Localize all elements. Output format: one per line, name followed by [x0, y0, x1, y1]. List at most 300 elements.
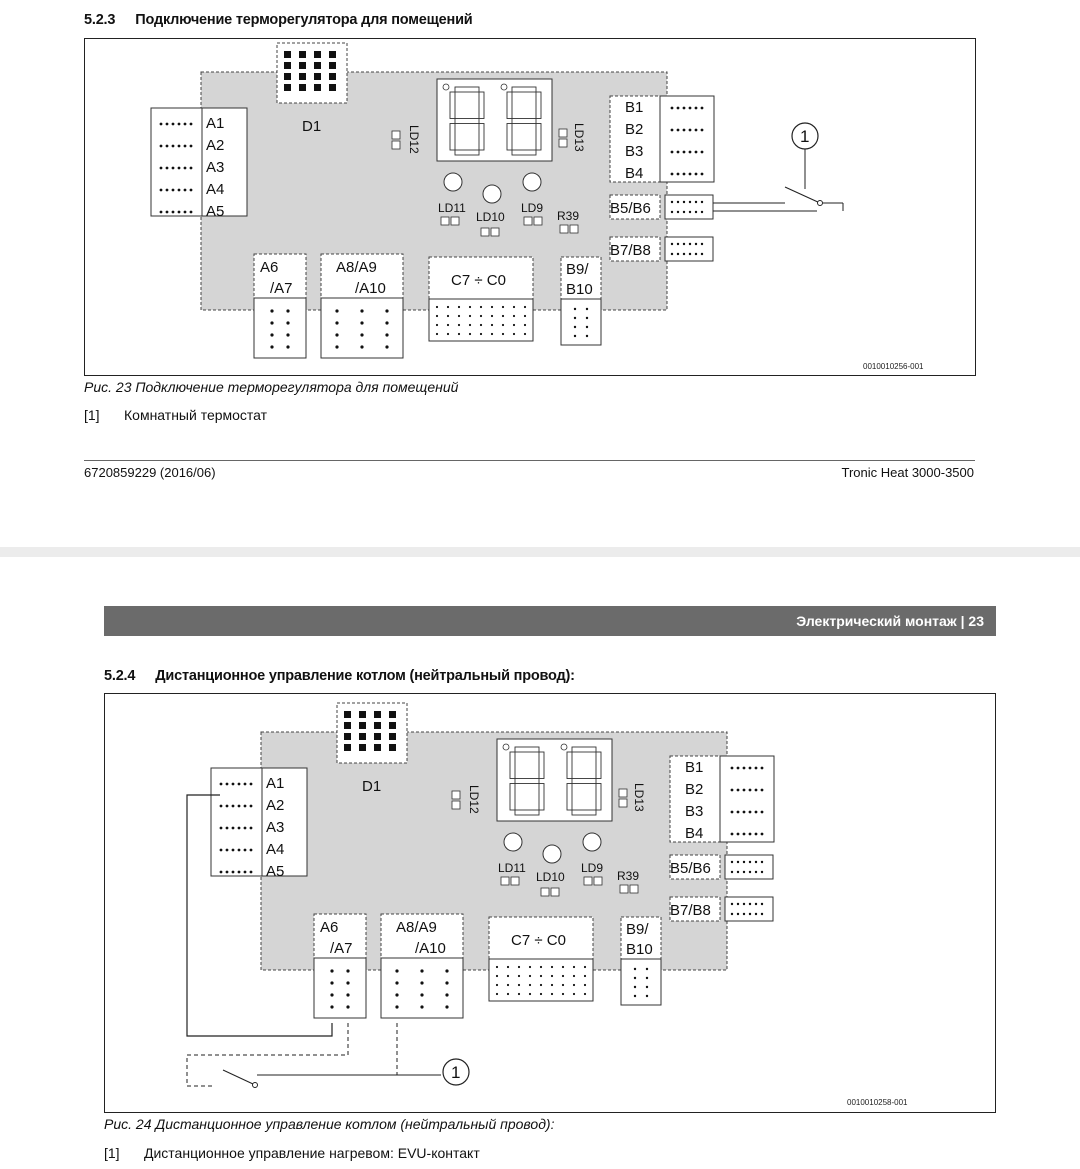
terminal-pin: [172, 211, 175, 214]
terminal-pin: [737, 767, 740, 770]
terminal-pin: [761, 903, 763, 905]
terminal-pin: [524, 315, 526, 317]
terminal-pin: [573, 993, 575, 995]
terminal-pin: [761, 811, 764, 814]
evu-switch-contact: [223, 1070, 253, 1084]
label-a3: A3: [206, 159, 225, 176]
label-b10: B10: [626, 941, 653, 958]
label-b2: B2: [685, 781, 704, 798]
terminal-pin: [502, 333, 504, 335]
display-segment: [567, 784, 572, 811]
terminal-pin: [496, 993, 498, 995]
label-ld10: LD10: [536, 870, 565, 884]
terminal-pin: [683, 107, 686, 110]
terminal-pin: [584, 993, 586, 995]
terminal-pin: [743, 833, 746, 836]
led-pad: [559, 139, 567, 147]
terminal-pin: [683, 173, 686, 176]
terminal-pin: [574, 308, 576, 310]
label-ld12: LD12: [407, 125, 421, 154]
terminal-pin: [677, 151, 680, 154]
terminal-pin: [646, 968, 648, 970]
terminal-pin: [395, 993, 398, 996]
d1-pin: [389, 711, 396, 718]
terminal-pin: [250, 805, 253, 808]
led-ld11: [444, 173, 462, 191]
terminal-pin: [335, 321, 338, 324]
terminal-pin: [220, 805, 223, 808]
terminal-pin: [761, 871, 763, 873]
terminal-pin: [190, 123, 193, 126]
terminal-pin: [701, 243, 703, 245]
terminal-pin: [330, 969, 333, 972]
terminal-pin: [480, 333, 482, 335]
led-pad: [594, 877, 602, 885]
led-pad: [451, 217, 459, 225]
led-pad: [541, 888, 549, 896]
terminal-pin: [385, 333, 388, 336]
footer-divider: [84, 460, 975, 461]
terminal-pin: [220, 827, 223, 830]
terminal-pin: [270, 333, 273, 336]
terminal-pin: [220, 871, 223, 874]
terminal-pin: [761, 789, 764, 792]
label-a3: A3: [266, 819, 285, 836]
terminal-pin: [671, 129, 674, 132]
terminal-pin: [695, 211, 697, 213]
label-a7: /A7: [330, 940, 353, 957]
display-segment: [512, 87, 536, 92]
terminal-pin: [220, 783, 223, 786]
terminal-pin: [671, 151, 674, 154]
terminal-pin: [634, 995, 636, 997]
terminal-pin: [335, 333, 338, 336]
terminal-pin: [238, 871, 241, 874]
d1-pin: [374, 744, 381, 751]
page-separator: [0, 547, 1080, 557]
terminal-pin: [436, 306, 438, 308]
terminal-pin: [540, 984, 542, 986]
terminal-pin: [447, 324, 449, 326]
d1-pin: [299, 84, 306, 91]
terminal-pin: [761, 767, 764, 770]
section-5-2-4-heading: [104, 668, 575, 684]
terminal-pin: [689, 129, 692, 132]
d1-pin: [359, 722, 366, 729]
label-ld11: LD11: [438, 201, 466, 215]
display-segment: [572, 747, 596, 752]
label-a2: A2: [206, 137, 225, 154]
terminal-pin: [573, 966, 575, 968]
terminal-pin: [436, 324, 438, 326]
terminal-pin: [689, 201, 691, 203]
terminal-pin: [469, 324, 471, 326]
label-ld13: LD13: [632, 783, 646, 812]
terminal-pin: [677, 243, 679, 245]
label-a4: A4: [266, 841, 285, 858]
terminal-pin: [634, 986, 636, 988]
figure-id: 0010010256-001: [863, 362, 924, 371]
terminal-pin: [226, 827, 229, 830]
terminal-pin: [360, 345, 363, 348]
terminal-pin: [551, 966, 553, 968]
led-pad: [441, 217, 449, 225]
led-pad: [560, 225, 568, 233]
figure-24-legend: [104, 1145, 480, 1161]
legend-key: [1]: [84, 407, 100, 423]
terminal-pin: [491, 315, 493, 317]
section-number: 5.2.3: [84, 12, 116, 28]
display-segment: [479, 92, 484, 119]
terminal-pin: [335, 345, 338, 348]
terminal-pin: [190, 189, 193, 192]
led-ld10: [543, 845, 561, 863]
label-b9: B9/: [626, 921, 649, 938]
terminal-pin: [701, 151, 704, 154]
label-b1: B1: [685, 759, 704, 776]
display-segment: [567, 752, 572, 779]
d1-pin: [299, 51, 306, 58]
terminal-pin: [172, 123, 175, 126]
terminal-pin: [743, 767, 746, 770]
terminal-pin: [286, 321, 289, 324]
terminal-pin: [385, 345, 388, 348]
label-a1: A1: [206, 115, 225, 132]
terminal-pin: [250, 783, 253, 786]
terminal-pin: [172, 167, 175, 170]
display-segment: [510, 752, 515, 779]
led-ld11: [504, 833, 522, 851]
circuit-board-diagram: [85, 39, 975, 375]
terminal-pin: [755, 811, 758, 814]
display-segment: [450, 124, 455, 151]
label-ld11: LD11: [498, 861, 526, 875]
terminal-block-b9-b10: [621, 959, 661, 1005]
terminal-pin: [166, 145, 169, 148]
d1-pin: [314, 62, 321, 69]
d1-pin: [314, 84, 321, 91]
terminal-block-b5-b6: [665, 195, 713, 219]
terminal-pin: [551, 984, 553, 986]
terminal-pin: [529, 984, 531, 986]
terminal-pin: [695, 253, 697, 255]
terminal-pin: [683, 253, 685, 255]
figure-23-wiring-diagram: [84, 38, 976, 376]
terminal-pin: [689, 243, 691, 245]
section-number: 5.2.4: [104, 668, 136, 684]
terminal-pin: [190, 167, 193, 170]
led-pad: [570, 225, 578, 233]
terminal-pin: [586, 308, 588, 310]
led-pad: [511, 877, 519, 885]
terminal-pin: [502, 306, 504, 308]
terminal-pin: [749, 789, 752, 792]
terminal-pin: [737, 903, 739, 905]
label-a4: A4: [206, 181, 225, 198]
terminal-block-a8-a10: [381, 958, 463, 1018]
d1-pin: [344, 722, 351, 729]
terminal-pin: [238, 805, 241, 808]
label-b5-b6: B5/B6: [670, 860, 711, 877]
led-pad: [392, 141, 400, 149]
legend-key: [1]: [104, 1145, 120, 1161]
label-ld12: LD12: [467, 785, 481, 814]
terminal-pin: [695, 151, 698, 154]
display-segment: [512, 150, 536, 155]
led-pad: [534, 217, 542, 225]
led-pad: [620, 885, 628, 893]
terminal-pin: [480, 324, 482, 326]
terminal-block-b1-b4: [720, 756, 774, 842]
terminal-pin: [184, 189, 187, 192]
terminal-pin: [330, 981, 333, 984]
d1-pin: [284, 62, 291, 69]
figure-24-caption: Рис. 24 Дистанционное управление котлом (нейтральный провод):: [104, 1116, 555, 1132]
display-segment: [510, 784, 515, 811]
terminal-pin: [420, 993, 423, 996]
terminal-pin: [178, 189, 181, 192]
display-segment: [572, 779, 596, 784]
terminal-pin: [677, 107, 680, 110]
d1-pin: [284, 84, 291, 91]
display-segment: [507, 124, 512, 151]
led-ld10: [483, 185, 501, 203]
label-a10: /A10: [355, 280, 386, 297]
terminal-pin: [671, 201, 673, 203]
terminal-pin: [646, 995, 648, 997]
display-segment: [455, 87, 479, 92]
terminal-pin: [731, 861, 733, 863]
terminal-pin: [250, 849, 253, 852]
d1-pin: [389, 744, 396, 751]
terminal-pin: [445, 993, 448, 996]
label-a2: A2: [266, 797, 285, 814]
page-header-text: Электрический монтаж | 23: [796, 613, 984, 629]
terminal-pin: [330, 993, 333, 996]
terminal-pin: [749, 871, 751, 873]
label-a5: A5: [206, 203, 225, 220]
terminal-pin: [695, 201, 697, 203]
terminal-block-b9-b10: [561, 299, 601, 345]
label-b10: B10: [566, 281, 593, 298]
terminal-pin: [671, 211, 673, 213]
terminal-pin: [447, 315, 449, 317]
terminal-pin: [160, 167, 163, 170]
terminal-pin: [491, 324, 493, 326]
terminal-pin: [496, 975, 498, 977]
display-segment: [450, 92, 455, 119]
terminal-pin: [286, 345, 289, 348]
circuit-board-diagram: [105, 694, 995, 1112]
terminal-pin: [683, 211, 685, 213]
terminal-pin: [671, 107, 674, 110]
d1-pin: [314, 51, 321, 58]
terminal-pin: [178, 145, 181, 148]
terminal-block-b7-b8: [725, 897, 773, 921]
terminal-pin: [737, 811, 740, 814]
label-b3: B3: [625, 143, 644, 160]
terminal-pin: [160, 145, 163, 148]
terminal-pin: [480, 315, 482, 317]
terminal-pin: [701, 211, 703, 213]
terminal-pin: [562, 984, 564, 986]
terminal-pin: [671, 253, 673, 255]
terminal-pin: [238, 849, 241, 852]
terminal-pin: [689, 253, 691, 255]
terminal-pin: [184, 167, 187, 170]
label-r39: R39: [557, 209, 580, 223]
display-segment: [515, 779, 539, 784]
d1-pin: [299, 62, 306, 69]
terminal-pin: [586, 335, 588, 337]
d1-pin: [314, 73, 321, 80]
terminal-pin: [507, 966, 509, 968]
document-number: 6720859229 (2016/06): [84, 465, 216, 480]
d1-pin: [374, 711, 381, 718]
terminal-pin: [731, 913, 733, 915]
label-b3: B3: [685, 803, 704, 820]
section-title: Подключение терморегулятора для помещений: [135, 12, 473, 28]
terminal-pin: [529, 975, 531, 977]
terminal-pin: [695, 107, 698, 110]
d1-pin: [329, 51, 336, 58]
led-pad: [501, 877, 509, 885]
terminal-block-a1-a5: [151, 108, 247, 216]
terminal-block-b5-b6: [725, 855, 773, 879]
led-pad: [619, 789, 627, 797]
terminal-pin: [646, 977, 648, 979]
d1-pin: [284, 73, 291, 80]
terminal-pin: [761, 861, 763, 863]
terminal-pin: [518, 984, 520, 986]
terminal-pin: [737, 833, 740, 836]
terminal-pin: [562, 993, 564, 995]
terminal-pin: [395, 969, 398, 972]
legend-text: Комнатный термостат: [124, 407, 268, 423]
label-ld10: LD10: [476, 210, 505, 224]
terminal-pin: [244, 783, 247, 786]
led-pad: [551, 888, 559, 896]
terminal-pin: [689, 173, 692, 176]
dashed-wire: [187, 1023, 348, 1086]
terminal-pin: [701, 129, 704, 132]
terminal-pin: [513, 333, 515, 335]
callout-number: 1: [451, 1063, 461, 1082]
terminal-pin: [584, 966, 586, 968]
label-b7-b8: B7/B8: [670, 902, 711, 919]
controller-board: [151, 43, 843, 358]
terminal-pin: [701, 253, 703, 255]
terminal-pin: [755, 913, 757, 915]
led-pad: [481, 228, 489, 236]
terminal-pin: [458, 306, 460, 308]
terminal-pin: [689, 107, 692, 110]
terminal-pin: [634, 968, 636, 970]
terminal-pin: [737, 871, 739, 873]
terminal-pin: [360, 333, 363, 336]
label-b4: B4: [625, 165, 644, 182]
terminal-pin: [232, 827, 235, 830]
terminal-pin: [469, 315, 471, 317]
terminal-pin: [749, 833, 752, 836]
terminal-pin: [270, 321, 273, 324]
terminal-pin: [671, 173, 674, 176]
terminal-pin: [584, 984, 586, 986]
d1-pin: [344, 711, 351, 718]
terminal-pin: [491, 333, 493, 335]
led-ld9: [583, 833, 601, 851]
terminal-pin: [346, 981, 349, 984]
terminal-pin: [250, 871, 253, 874]
terminal-pin: [731, 833, 734, 836]
terminal-pin: [695, 173, 698, 176]
terminal-pin: [458, 315, 460, 317]
figure-23-legend: [84, 407, 267, 423]
label-b9: B9/: [566, 261, 589, 278]
page-header-bar: [104, 606, 996, 636]
d1-pin: [344, 733, 351, 740]
figure-24-wiring-diagram: [104, 693, 996, 1113]
terminal-block-a1-a5: [211, 768, 307, 876]
terminal-pin: [731, 903, 733, 905]
terminal-pin: [335, 309, 338, 312]
display-segment: [539, 752, 544, 779]
terminal-pin: [749, 811, 752, 814]
d1-pin: [329, 62, 336, 69]
terminal-pin: [346, 969, 349, 972]
terminal-pin: [586, 317, 588, 319]
display-segment: [536, 124, 541, 151]
d1-pin: [299, 73, 306, 80]
label-a8-a9: A8/A9: [336, 259, 377, 276]
terminal-pin: [731, 789, 734, 792]
display-segment: [512, 119, 536, 124]
terminal-pin: [166, 211, 169, 214]
terminal-pin: [184, 145, 187, 148]
terminal-pin: [761, 833, 764, 836]
terminal-pin: [689, 151, 692, 154]
label-b4: B4: [685, 825, 704, 842]
led-ld9: [523, 173, 541, 191]
label-a1: A1: [266, 775, 285, 792]
led-pad: [559, 129, 567, 137]
terminal-pin: [743, 871, 745, 873]
display-segment: [596, 784, 601, 811]
terminal-pin: [574, 335, 576, 337]
led-pad: [452, 791, 460, 799]
terminal-block-a6-a7: [314, 958, 366, 1018]
terminal-pin: [513, 306, 515, 308]
terminal-pin: [270, 309, 273, 312]
terminal-block-b1-b4: [660, 96, 714, 182]
terminal-pin: [695, 243, 697, 245]
terminal-pin: [507, 984, 509, 986]
terminal-pin: [436, 315, 438, 317]
terminal-pin: [529, 993, 531, 995]
d1-pin: [389, 733, 396, 740]
label-a8-a9: A8/A9: [396, 919, 437, 936]
terminal-pin: [755, 903, 757, 905]
label-a6: A6: [260, 259, 279, 276]
terminal-pin: [190, 145, 193, 148]
terminal-pin: [346, 993, 349, 996]
terminal-pin: [540, 993, 542, 995]
terminal-pin: [480, 306, 482, 308]
terminal-pin: [731, 767, 734, 770]
display-segment: [596, 752, 601, 779]
terminal-pin: [683, 151, 686, 154]
terminal-pin: [671, 243, 673, 245]
